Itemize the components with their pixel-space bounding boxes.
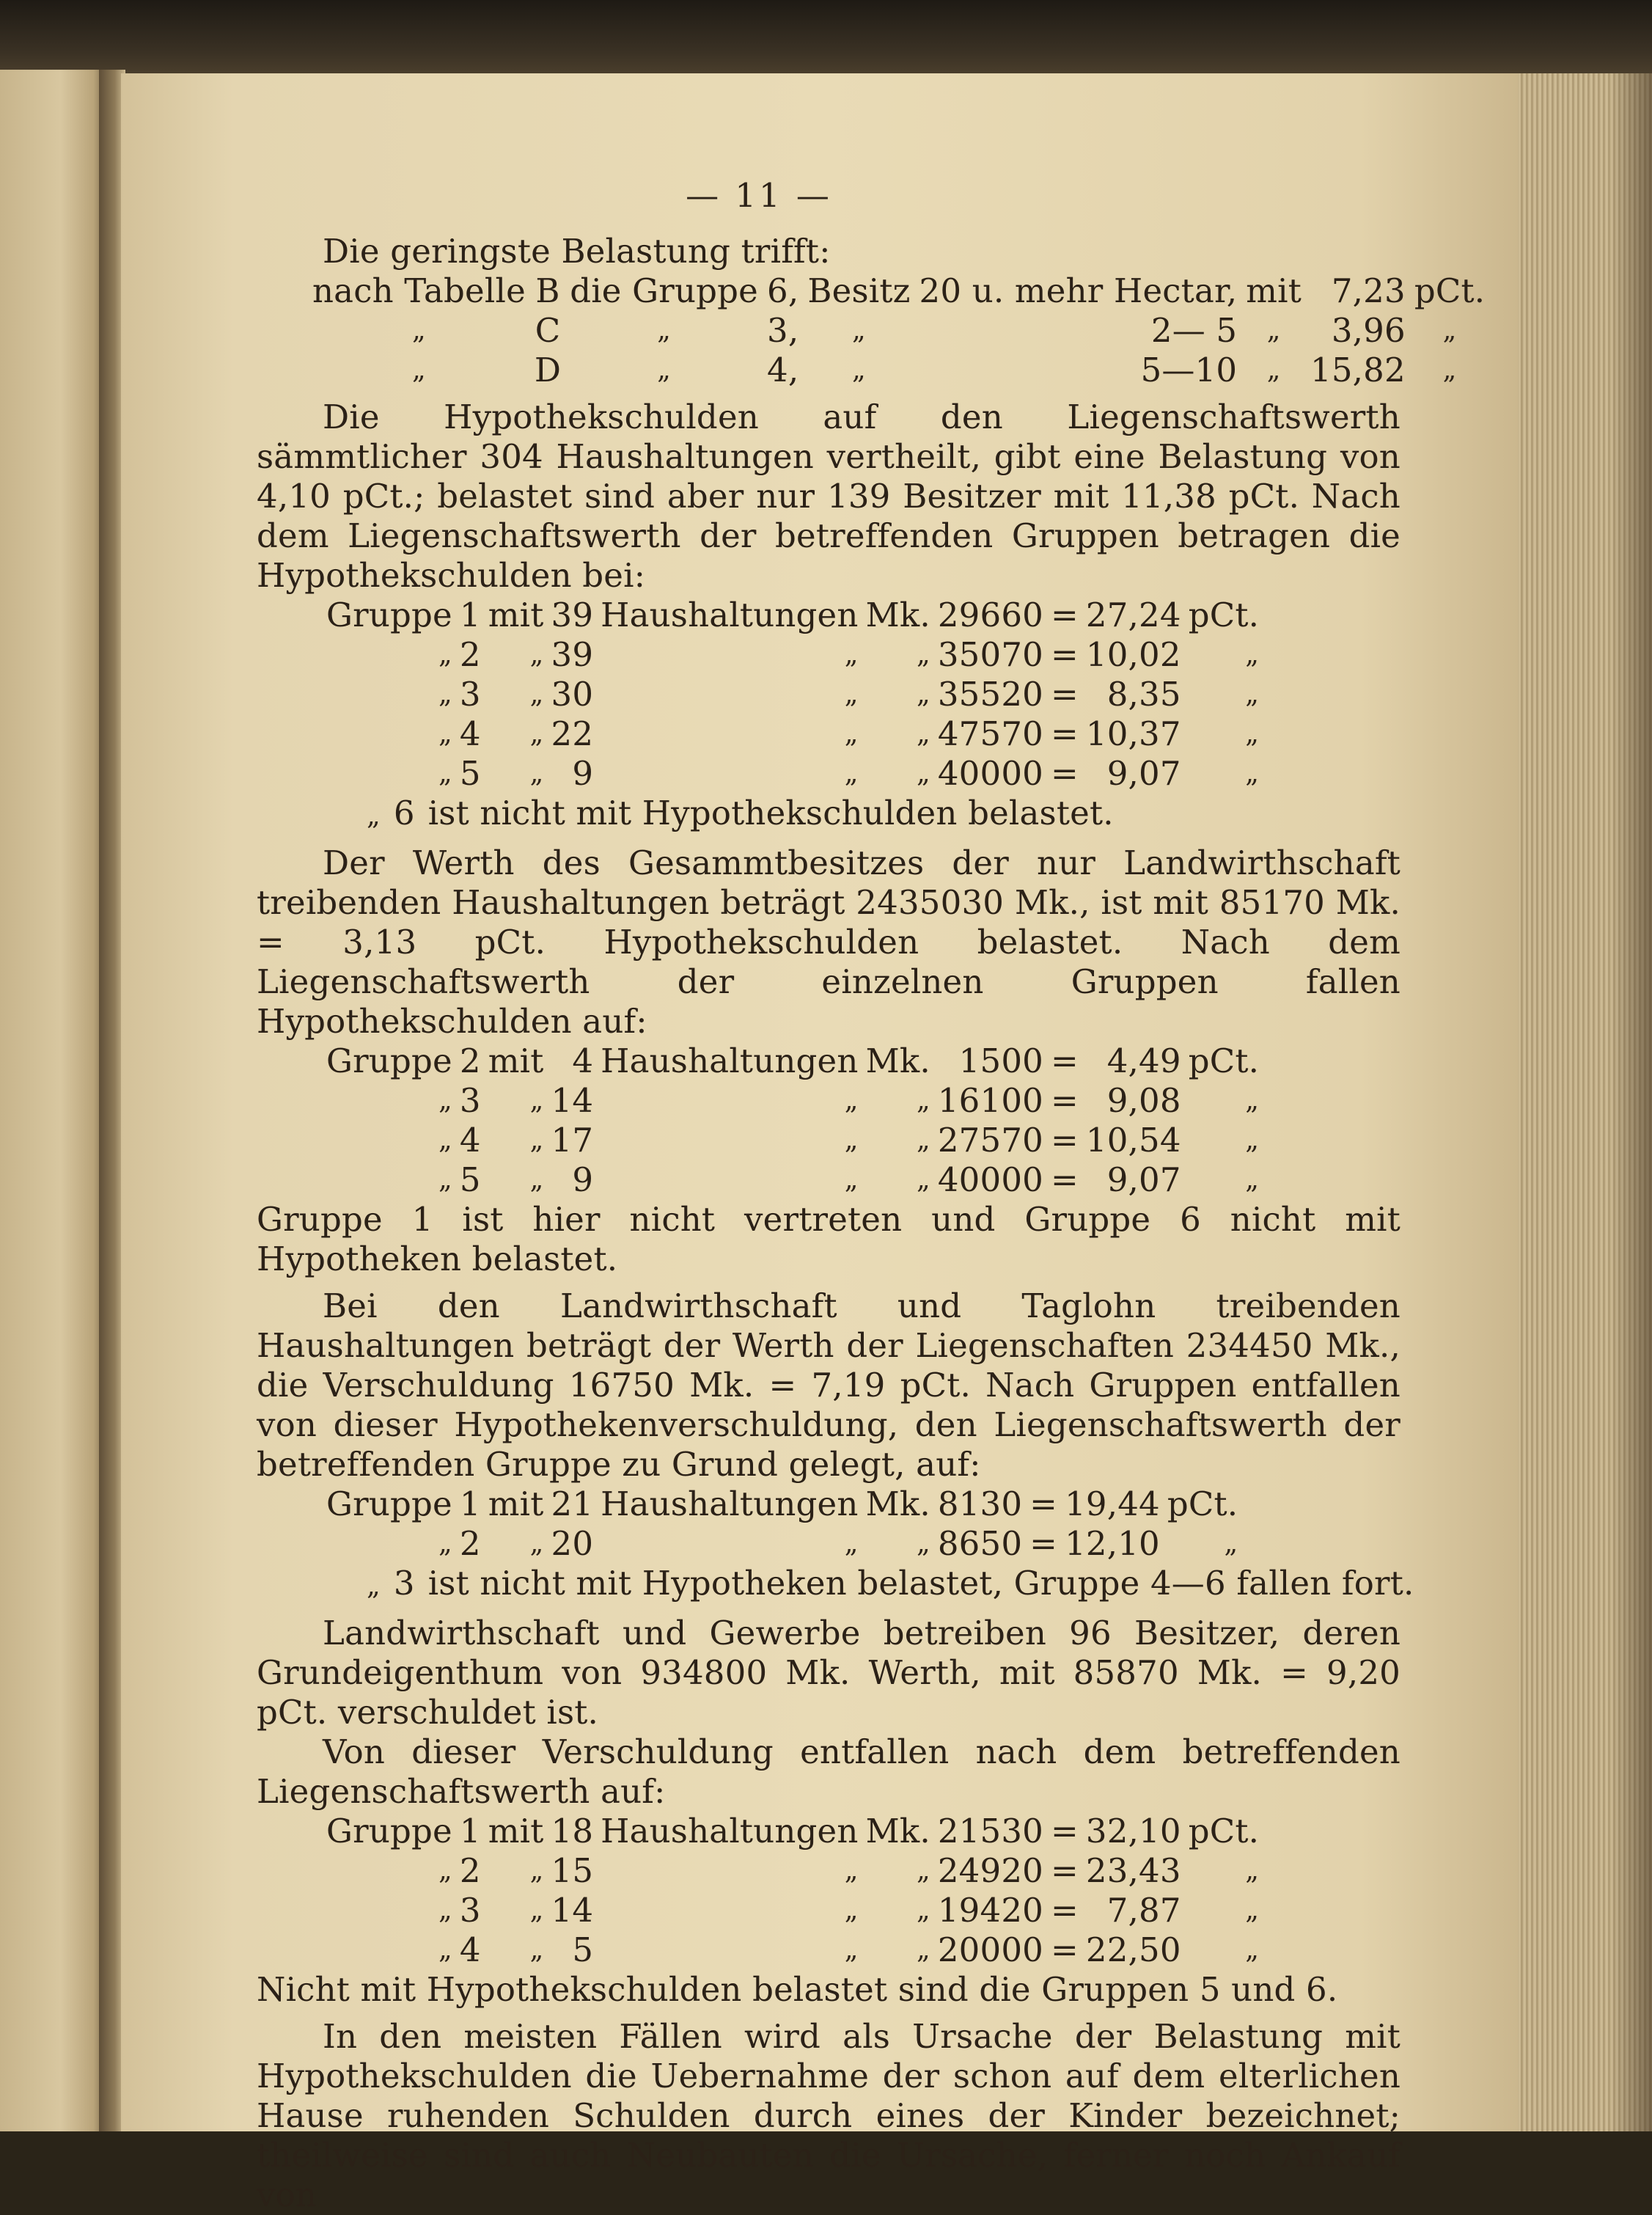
table-cell: 9 (572, 1160, 594, 1199)
table-cell: 2 (459, 1041, 481, 1080)
table-cell: Gruppe (326, 1484, 452, 1523)
table-cell: pCt. (1167, 1484, 1238, 1523)
table-cell: 2 (459, 1851, 481, 1890)
table-cell: 1 (459, 596, 481, 634)
table-cell: = (1050, 1081, 1079, 1120)
table-cell: 2— 5 (1150, 311, 1238, 350)
table-row (308, 271, 1489, 311)
table-cell: „ (916, 1895, 930, 1925)
table-cell: = (1050, 596, 1079, 634)
table-cell: Gruppe (326, 1041, 452, 1080)
table-cell: „ (438, 1856, 452, 1886)
table-cell: 32,10 (1085, 1812, 1181, 1850)
table-cell: 8130 (937, 1484, 1023, 1523)
table-cell: mit (488, 1484, 544, 1523)
table-cell: „ (844, 1935, 859, 1965)
table-cell: „ (438, 640, 452, 670)
table-cell: 20 u. mehr Hectar, (919, 271, 1238, 310)
table-cell: 23,43 (1085, 1851, 1181, 1890)
table-cell: 4 (459, 714, 481, 753)
table-cell: „ (657, 355, 672, 385)
table-cell: „ (1245, 1125, 1260, 1155)
table-cell: 22 (551, 714, 594, 753)
table-cell: 5—10 (1140, 351, 1238, 389)
table-cell: 10,02 (1085, 635, 1181, 674)
table-cell: C (535, 311, 561, 350)
table-cell: 40000 (937, 1160, 1043, 1199)
table-cell: „ (1245, 758, 1260, 788)
table-cell: = (1050, 675, 1079, 714)
table-row (308, 311, 1489, 351)
paragraph-8: In den meisten Fällen wird als Ursache der Belastung mit Hypothekschulden die Uebernahme der schon auf dem elterlichen Hause ruhenden Schulden durch eines der Kinder bezeichnet; theilweise sind auch Neubauten die Ursache, ferner noch Ankauf von (257, 2017, 1400, 2214)
table-cell: Gruppe (326, 1812, 452, 1850)
table-cell: 9,07 (1106, 754, 1181, 793)
table-cell: „ (1224, 1528, 1238, 1559)
table-cell: „ (438, 1895, 452, 1925)
table-cell: = (1050, 1160, 1079, 1199)
table-cell: „ (1245, 1856, 1260, 1886)
table-cell: „ (844, 1856, 859, 1886)
table-cell: „ (438, 679, 452, 709)
intro-line: Die geringste Belastung trifft: (323, 232, 831, 271)
paragraph-5: Landwirthschaft und Gewerbe betreiben 96 Besitzer, deren Grundeigenthum von 934800 Mk. Werth, mit 85870 Mk. = 9,20 pCt. verschuldet ist. (257, 1614, 1400, 1732)
table-cell: „ (1245, 640, 1260, 670)
table-cell: „ (916, 1165, 930, 1195)
table-cell: 4 (572, 1041, 594, 1080)
table-cell: „ (529, 1528, 544, 1559)
table-cell: „ (844, 679, 859, 709)
table-cell: „ (438, 1165, 452, 1195)
table-cell: 4 (459, 1121, 481, 1160)
table-cell: 35070 (937, 635, 1043, 674)
table-cell: 16100 (937, 1081, 1043, 1120)
table-cell: „ (438, 1935, 452, 1965)
table-cell: nach Tabelle (312, 271, 526, 310)
table-cell: 15 (551, 1851, 594, 1890)
table-cell: Gruppe (326, 596, 452, 634)
table-cell: „ (916, 640, 930, 670)
paragraph-1: Die Hypothekschulden auf den Liegenschaftswerth sämmtlicher 304 Haushaltungen vertheilt, gibt eine Belastung von 4,10 pCt.; belastet sind aber nur 139 Besitzer mit 11,38 pCt. Nach dem Liegenschaftswerth der betreffenden Gruppen betragen die Hypothekschulden bei: (257, 398, 1400, 595)
table-cell: 5 (459, 754, 481, 793)
table-cell: „ (657, 315, 672, 345)
table-cell: Besitz (807, 271, 911, 310)
table-cell: = (1050, 635, 1079, 674)
table-cell: Mk. (865, 1484, 930, 1523)
note-fragment: „ (367, 1571, 381, 1601)
table-cell: „ (916, 1125, 930, 1155)
table-cell: 14 (551, 1891, 594, 1930)
table-row (323, 754, 1263, 794)
table-cell: „ (529, 758, 544, 788)
table-cell: Haushaltungen (601, 1041, 859, 1080)
table-cell: „ (529, 1895, 544, 1925)
table-cell: 19,44 (1065, 1484, 1160, 1523)
table-cell: „ (852, 315, 866, 345)
paragraph-3: Gruppe 1 ist hier nicht vertreten und Gruppe 6 nicht mit Hypotheken belastet. (257, 1200, 1400, 1278)
table-cell: = (1050, 1930, 1079, 1969)
table-cell: „ (1245, 1085, 1260, 1116)
table-cell: Mk. (865, 596, 930, 634)
table-cell: „ (529, 719, 544, 749)
table-cell: = (1050, 1121, 1079, 1160)
table-cell: „ (529, 1165, 544, 1195)
table-cell: 12,10 (1065, 1524, 1160, 1563)
table-cell: 20000 (937, 1930, 1043, 1969)
table-cell: 4,49 (1106, 1041, 1181, 1080)
table-cell: die Gruppe (570, 271, 759, 310)
table-cell: 15,82 (1310, 351, 1406, 389)
table-cell: Mk. (865, 1041, 930, 1080)
table-cell: 9,08 (1106, 1081, 1181, 1120)
table-cell: 3 (459, 1081, 481, 1120)
table-cell: 17 (551, 1121, 594, 1160)
table-cell: „ (844, 719, 859, 749)
table-cell: mit (1246, 271, 1302, 310)
table-cell: „ (1442, 355, 1457, 385)
table-cell: „ (1245, 679, 1260, 709)
table-cell: „ (916, 719, 930, 749)
table-cell: „ (852, 355, 866, 385)
left-page-edge (0, 70, 110, 2131)
group-table-3-note (367, 1564, 1414, 1606)
table-cell: = (1029, 1524, 1058, 1563)
table-cell: 27,24 (1085, 596, 1181, 634)
table-cell: 4 (459, 1930, 481, 1969)
group-table-1-note (367, 794, 1400, 836)
paragraph-6: Von dieser Verschuldung entfallen nach dem betreffenden Liegenschaftswerth auf: (257, 1732, 1400, 1811)
table-cell: „ (529, 1085, 544, 1116)
table-cell: 4, (767, 351, 799, 389)
table-cell: Haushaltungen (601, 1812, 859, 1850)
table-cell: „ (916, 758, 930, 788)
table-cell: „ (1266, 315, 1281, 345)
min-load-table (308, 271, 1489, 390)
table-cell: „ (529, 640, 544, 670)
table-cell: 29660 (937, 596, 1043, 634)
group-table-3 (323, 1484, 1241, 1564)
table-cell: 9 (572, 754, 594, 793)
table-cell: = (1050, 1041, 1079, 1080)
table-cell: 8650 (937, 1524, 1023, 1563)
table-cell: 7,23 (1331, 271, 1406, 310)
table-cell: mit (488, 596, 544, 634)
note-fragment: 6 (393, 794, 415, 832)
table-cell: 5 (572, 1930, 594, 1969)
table-cell: „ (844, 758, 859, 788)
table-cell: = (1050, 714, 1079, 753)
table-cell: „ (529, 1856, 544, 1886)
table-cell: Haushaltungen (601, 1484, 859, 1523)
table-cell: 21530 (937, 1812, 1043, 1850)
table-cell: 24920 (937, 1851, 1043, 1890)
table-cell: 22,50 (1085, 1930, 1181, 1969)
table-cell: „ (529, 1935, 544, 1965)
table-cell: 5 (459, 1160, 481, 1199)
table-cell: 1 (459, 1812, 481, 1850)
table-cell: mit (488, 1041, 544, 1080)
table-row (323, 1121, 1263, 1160)
table-cell: pCt. (1188, 1812, 1260, 1850)
table-cell: 18 (551, 1812, 594, 1850)
table-cell: „ (438, 1085, 452, 1116)
group-table-1 (323, 596, 1263, 794)
table-cell: „ (844, 1528, 859, 1559)
table-cell: 2 (459, 635, 481, 674)
table-cell: Mk. (865, 1812, 930, 1850)
table-cell: 1500 (958, 1041, 1043, 1080)
table-row (323, 1160, 1263, 1200)
table-cell: 7,87 (1106, 1891, 1181, 1930)
table-cell: „ (1266, 355, 1281, 385)
table-cell: „ (438, 719, 452, 749)
table-cell: 10,37 (1085, 714, 1181, 753)
table-row (308, 351, 1489, 390)
table-row (323, 1081, 1263, 1121)
table-cell: 20 (551, 1524, 594, 1563)
table-cell: 9,07 (1106, 1160, 1181, 1199)
table-row (323, 1851, 1263, 1891)
table-cell: „ (529, 679, 544, 709)
table-row (323, 1041, 1263, 1081)
table-cell: 30 (551, 675, 594, 714)
paragraph-7: Nicht mit Hypothekschulden belastet sind die Gruppen 5 und 6. (257, 1970, 1338, 2009)
table-cell: „ (916, 679, 930, 709)
table-cell: B (535, 271, 560, 310)
table-cell: „ (1245, 719, 1260, 749)
table-cell: = (1050, 1891, 1079, 1930)
table-cell: 47570 (937, 714, 1043, 753)
table-cell: 6, (767, 271, 799, 310)
table-cell: mit (488, 1812, 544, 1850)
table-row (323, 1812, 1263, 1851)
table-cell: 19420 (937, 1891, 1043, 1930)
table-row (323, 1484, 1241, 1524)
table-cell: 27570 (937, 1121, 1043, 1160)
table-cell: 40000 (937, 754, 1043, 793)
table-cell: „ (916, 1085, 930, 1116)
table-cell: 21 (551, 1484, 594, 1523)
table-cell: „ (529, 1125, 544, 1155)
table-cell: „ (844, 1895, 859, 1925)
table-cell: „ (1245, 1895, 1260, 1925)
table-cell: 2 (459, 1524, 481, 1563)
table-cell: 14 (551, 1081, 594, 1120)
table-cell: „ (412, 315, 426, 345)
page-number: — 11 — (686, 176, 832, 215)
table-cell: „ (438, 1125, 452, 1155)
table-cell: = (1050, 1851, 1079, 1890)
table-cell: 39 (551, 635, 594, 674)
table-cell: pCt. (1188, 596, 1260, 634)
table-cell: 10,54 (1085, 1121, 1181, 1160)
table-cell: D (534, 351, 562, 389)
paragraph-2: Der Werth des Gesammtbesitzes der nur Landwirthschaft treibenden Haushaltungen beträgt 2435030 Mk., ist mit 85170 Mk. = 3,13 pCt. Hypothekschulden belastet. Nach dem Liegenschaftswerth der einzelnen Gruppen fallen Hypothekschulden auf: (257, 843, 1400, 1041)
table-row (323, 714, 1263, 754)
table-cell: 3 (459, 675, 481, 714)
note-fragment: ist nicht mit Hypotheken belastet, Gruppe 4—6 fallen fort. (427, 1564, 1414, 1603)
table-row (323, 1930, 1263, 1970)
table-row (323, 1524, 1241, 1564)
table-cell: = (1029, 1484, 1058, 1523)
table-cell: 35520 (937, 675, 1043, 714)
table-cell: = (1050, 1812, 1079, 1850)
note-fragment: „ (367, 801, 381, 831)
table-cell: „ (844, 1165, 859, 1195)
group-table-4 (323, 1812, 1263, 1970)
page-text (257, 176, 1486, 2215)
table-cell: 8,35 (1106, 675, 1181, 714)
table-cell: „ (1442, 315, 1457, 345)
note-fragment: ist nicht mit Hypothekschulden belastet. (427, 794, 1114, 832)
table-cell: „ (1245, 1935, 1260, 1965)
table-cell: 3 (459, 1891, 481, 1930)
table-row (323, 675, 1263, 714)
table-cell: pCt. (1414, 271, 1486, 310)
table-row (323, 635, 1263, 675)
table-cell: 3,96 (1331, 311, 1406, 350)
table-cell: Haushaltungen (601, 596, 859, 634)
table-cell: „ (844, 1125, 859, 1155)
table-row (323, 596, 1263, 635)
table-cell: pCt. (1188, 1041, 1260, 1080)
edge-shadow (1609, 73, 1652, 2131)
table-cell: = (1050, 754, 1079, 793)
table-cell: 1 (459, 1484, 481, 1523)
table-cell: 3, (767, 311, 799, 350)
table-cell: „ (438, 758, 452, 788)
table-cell: „ (438, 1528, 452, 1559)
note-fragment: 3 (393, 1564, 415, 1603)
table-cell: „ (916, 1528, 930, 1559)
table-cell: 39 (551, 596, 594, 634)
table-cell: „ (412, 355, 426, 385)
table-cell: „ (916, 1856, 930, 1886)
group-table-2 (323, 1041, 1263, 1200)
table-row (323, 1891, 1263, 1930)
table-cell: „ (916, 1935, 930, 1965)
table-cell: „ (844, 640, 859, 670)
paragraph-4: Bei den Landwirthschaft und Taglohn treibenden Haushaltungen beträgt der Werth der Liegenschaften 234450 Mk., die Verschuldung 16750 Mk. = 7,19 pCt. Nach Gruppen entfallen von dieser Hypothekenverschuldung, den Liegenschaftswerth der betreffenden Gruppe zu Grund gelegt, auf: (257, 1286, 1400, 1484)
table-cell: „ (1245, 1165, 1260, 1195)
table-cell: „ (844, 1085, 859, 1116)
